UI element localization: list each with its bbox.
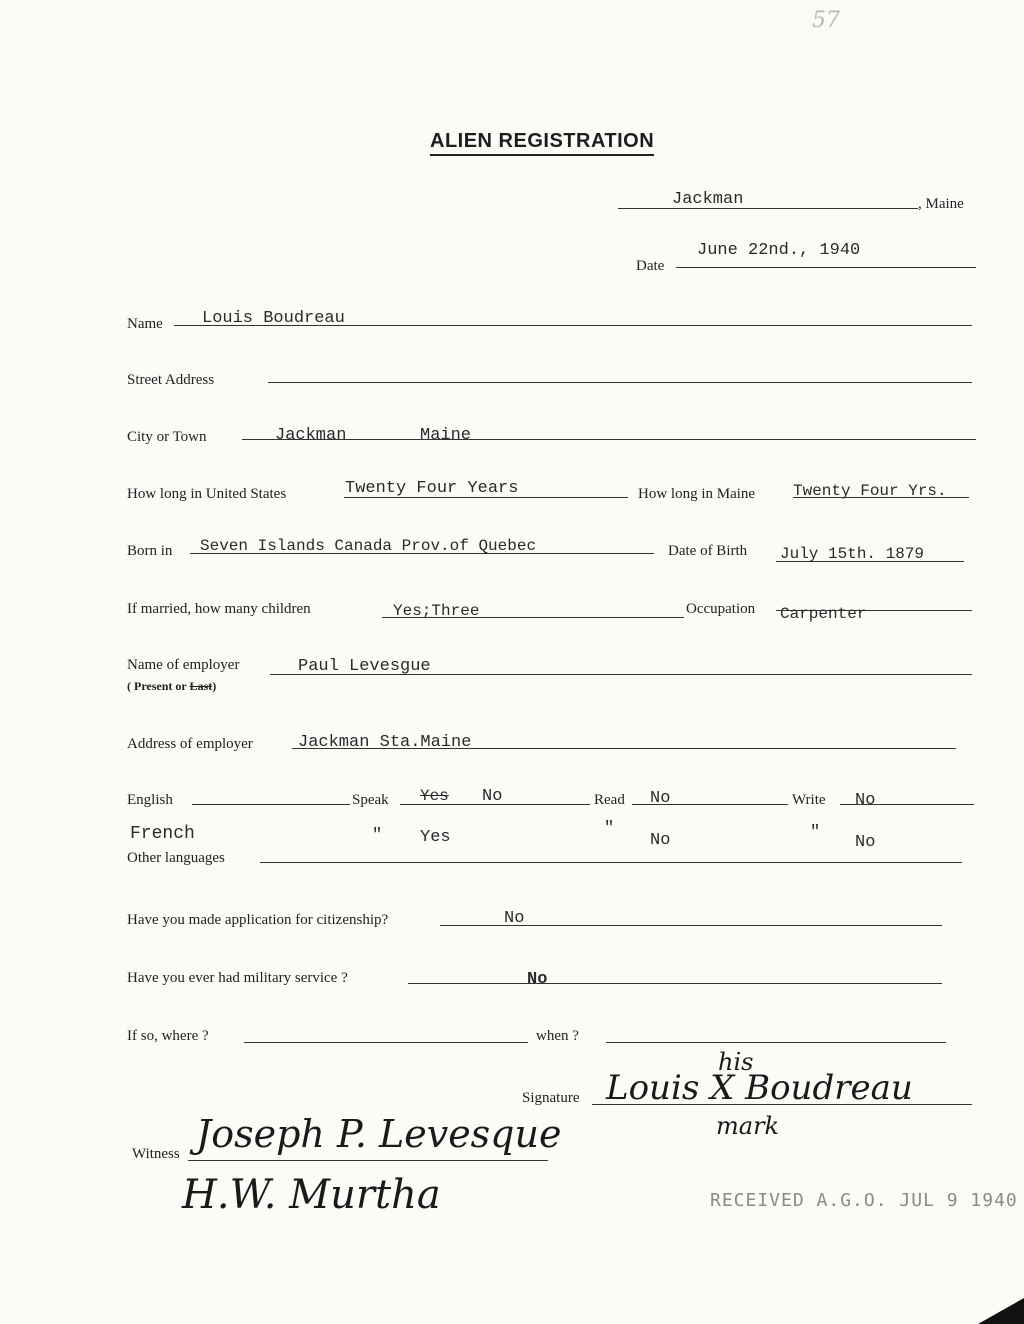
when-line: [606, 1042, 946, 1043]
name-label: Name: [127, 316, 163, 332]
city-label: City or Town: [127, 429, 207, 445]
french-read-value: No: [650, 831, 671, 850]
military-value: No: [527, 970, 548, 989]
read-label: Read: [594, 792, 625, 808]
witness-signature-2: H.W. Murtha: [182, 1172, 441, 1218]
street-line: [268, 382, 972, 383]
speak-line: [400, 804, 590, 805]
english-label: English: [127, 792, 173, 808]
received-stamp: RECEIVED A.G.O. JUL 9 1940: [710, 1190, 1018, 1211]
born-label: Born in: [127, 543, 173, 559]
witness-label: Witness: [132, 1146, 180, 1162]
location-state: , Maine: [918, 196, 964, 212]
date-line: [676, 267, 976, 268]
dob-value: July 15th. 1879: [780, 545, 925, 563]
location-line: [618, 208, 918, 209]
english-write-value: No: [855, 791, 876, 810]
dob-line: [776, 561, 964, 562]
english-speak-value: No: [482, 787, 503, 806]
employer-address-line: [292, 748, 956, 749]
name-value: Louis Boudreau: [202, 309, 345, 328]
signature-label: Signature: [522, 1090, 580, 1106]
occupation-label: Occupation: [686, 601, 756, 617]
citizenship-line: [440, 925, 942, 926]
date-label: Date: [636, 258, 665, 274]
signature-value: Louis X Boudreau: [606, 1068, 913, 1108]
us-duration-label: How long in United States: [127, 486, 287, 502]
french-write-value: No: [855, 833, 876, 852]
other-languages-line: [260, 862, 962, 863]
name-line: [174, 325, 972, 326]
children-label: If married, how many children: [127, 601, 311, 617]
born-value: Seven Islands Canada Prov.of Quebec: [200, 537, 537, 555]
citizenship-label: Have you made application for citizenship?: [127, 912, 389, 928]
employer-address-label: Address of employer: [127, 736, 253, 752]
employer-address-value: Jackman Sta.Maine: [298, 733, 472, 752]
us-duration-value: Twenty Four Years: [345, 479, 519, 498]
pencil-note: 57: [812, 8, 840, 33]
speak-label: Speak: [352, 792, 389, 808]
where-line: [244, 1042, 528, 1043]
location-value: Jackman: [672, 190, 744, 209]
maine-duration-label: How long in Maine: [638, 486, 756, 502]
write-label: Write: [792, 792, 826, 808]
where-label: If so, where ?: [127, 1028, 209, 1044]
witness-signature-1: Joseph P. Levesque: [196, 1112, 562, 1156]
children-value: Yes;Three: [393, 602, 480, 620]
french-speak-ditto: ": [372, 826, 383, 845]
form-title: ALIEN REGISTRATION: [430, 130, 654, 156]
read-line: [632, 804, 788, 805]
english-line: [192, 804, 350, 805]
other-languages-label: Other languages: [127, 850, 225, 866]
citizenship-value: No: [504, 909, 525, 928]
city-line: [242, 439, 976, 440]
employer-label: Name of employer: [127, 657, 240, 673]
witness-line: [188, 1160, 548, 1161]
maine-duration-value: Twenty Four Yrs.: [793, 482, 947, 500]
military-label: Have you ever had military service ?: [127, 970, 348, 986]
french-write-ditto: ": [810, 823, 821, 842]
us-duration-line: [344, 497, 628, 498]
employer-line: [270, 674, 972, 675]
dob-label: Date of Birth: [668, 543, 748, 559]
maine-duration-line: [793, 497, 969, 498]
french-read-ditto: ": [604, 819, 615, 838]
occupation-line: [776, 610, 972, 611]
french-speak-value: Yes: [420, 828, 451, 847]
employer-value: Paul Levesgue: [298, 657, 431, 676]
state-value: Maine: [420, 426, 472, 445]
french-label: French: [130, 824, 195, 844]
english-read-value: No: [650, 789, 671, 808]
signature-his: his: [718, 1048, 754, 1076]
english-speak-struck: Yes: [420, 787, 449, 805]
city-value: Jackman: [275, 426, 347, 445]
military-line: [408, 983, 942, 984]
employer-sub-label: ( Present or Last): [127, 679, 217, 693]
children-line: [382, 617, 684, 618]
write-line: [840, 804, 974, 805]
page-corner: [978, 1298, 1024, 1324]
when-label: when ?: [536, 1028, 579, 1044]
street-label: Street Address: [127, 372, 215, 388]
signature-mark: mark: [716, 1112, 780, 1140]
signature-line: [592, 1104, 972, 1105]
born-line: [190, 553, 654, 554]
occupation-value: Carpenter: [780, 605, 867, 623]
date-value: June 22nd., 1940: [697, 241, 861, 260]
